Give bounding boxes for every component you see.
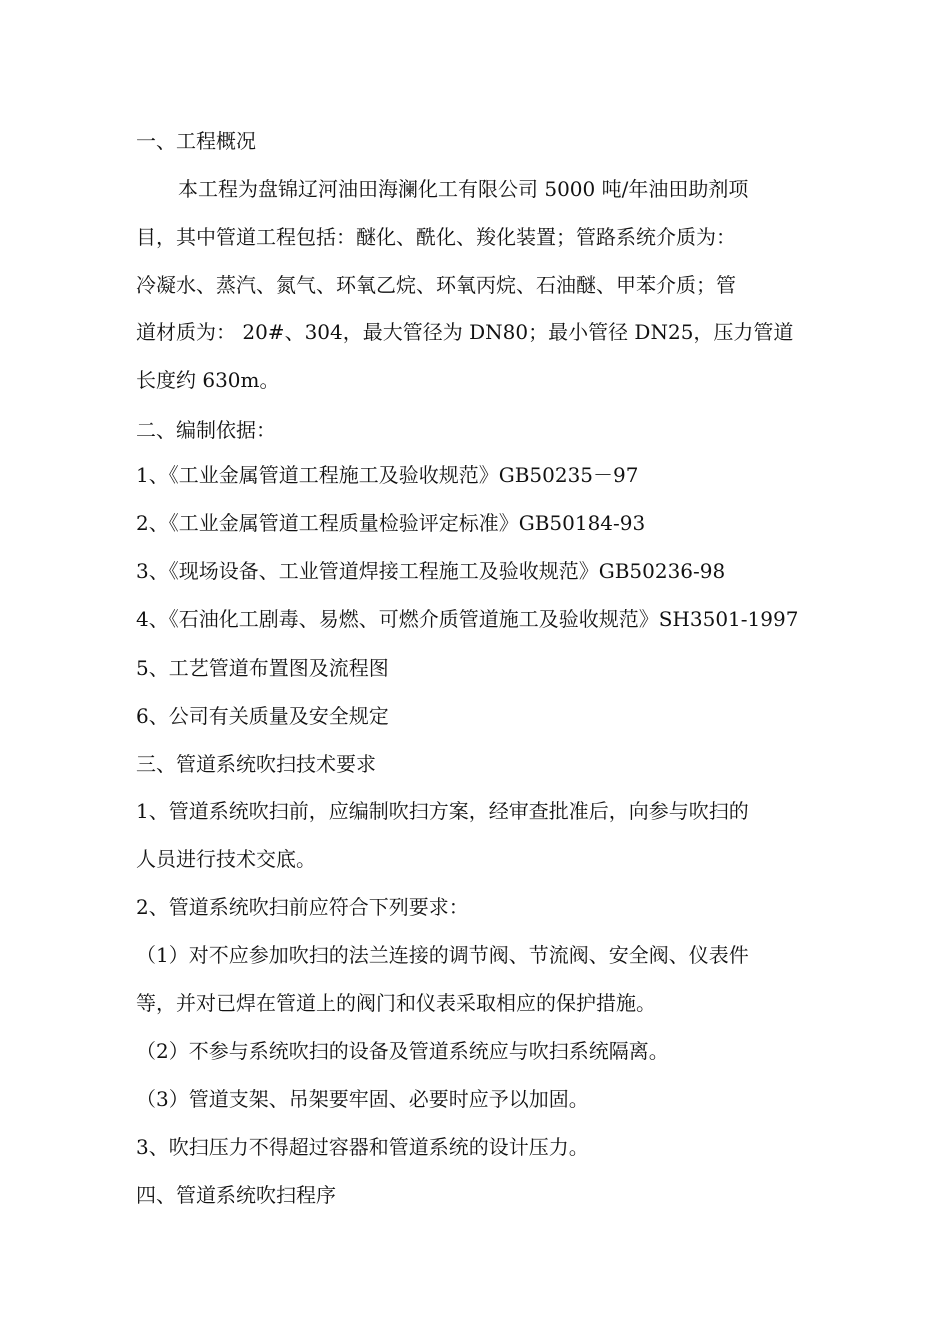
overview-line-1: 本工程为盘锦辽河油田海澜化工有限公司 5000 吨/年油田助剂项: [178, 177, 749, 201]
requirement-line-6: （2）不参与系统吹扫的设备及管道系统应与吹扫系统隔离。: [136, 1039, 669, 1063]
requirement-line-3: 2、管道系统吹扫前应符合下列要求：: [136, 895, 469, 919]
requirement-line-2: 人员进行技术交底。: [136, 847, 316, 871]
overview-line-3: 冷凝水、蒸汽、氮气、环氧乙烷、环氧丙烷、石油醚、甲苯介质；管: [136, 273, 736, 297]
basis-item-3: 3、《现场设备、工业管道焊接工程施工及验收规范》GB50236-98: [136, 559, 726, 583]
basis-item-6: 6、公司有关质量及安全规定: [136, 704, 389, 728]
overview-line-2: 目，其中管道工程包括：醚化、酰化、羧化装置；管路系统介质为：: [136, 225, 736, 249]
basis-item-1: 1、《工业金属管道工程施工及验收规范》GB50235－97: [136, 463, 639, 487]
overview-line-5: 长度约 630m。: [136, 368, 280, 392]
requirement-line-8: 3、吹扫压力不得超过容器和管道系统的设计压力。: [136, 1135, 589, 1159]
requirement-line-4: （1）对不应参加吹扫的法兰连接的调节阀、节流阀、安全阀、仪表件: [136, 943, 749, 967]
requirement-line-5: 等，并对已焊在管道上的阀门和仪表采取相应的保护措施。: [136, 991, 656, 1015]
section-heading-procedure: 四、管道系统吹扫程序: [136, 1183, 336, 1207]
requirement-line-1: 1、管道系统吹扫前，应编制吹扫方案，经审查批准后，向参与吹扫的: [136, 799, 749, 823]
section-heading-overview: 一、工程概况: [136, 129, 256, 153]
basis-item-4: 4、《石油化工剧毒、易燃、可燃介质管道施工及验收规范》SH3501-1997: [136, 607, 799, 631]
section-heading-basis: 二、编制依据：: [136, 418, 276, 442]
basis-item-5: 5、工艺管道布置图及流程图: [136, 656, 389, 680]
section-heading-requirements: 三、管道系统吹扫技术要求: [136, 752, 376, 776]
requirement-line-7: （3）管道支架、吊架要牢固、必要时应予以加固。: [136, 1087, 589, 1111]
overview-line-4: 道材质为： 20#、304，最大管径为 DN80；最小管径 DN25，压力管道: [136, 320, 794, 344]
basis-item-2: 2、《工业金属管道工程质量检验评定标准》GB50184-93: [136, 511, 646, 535]
